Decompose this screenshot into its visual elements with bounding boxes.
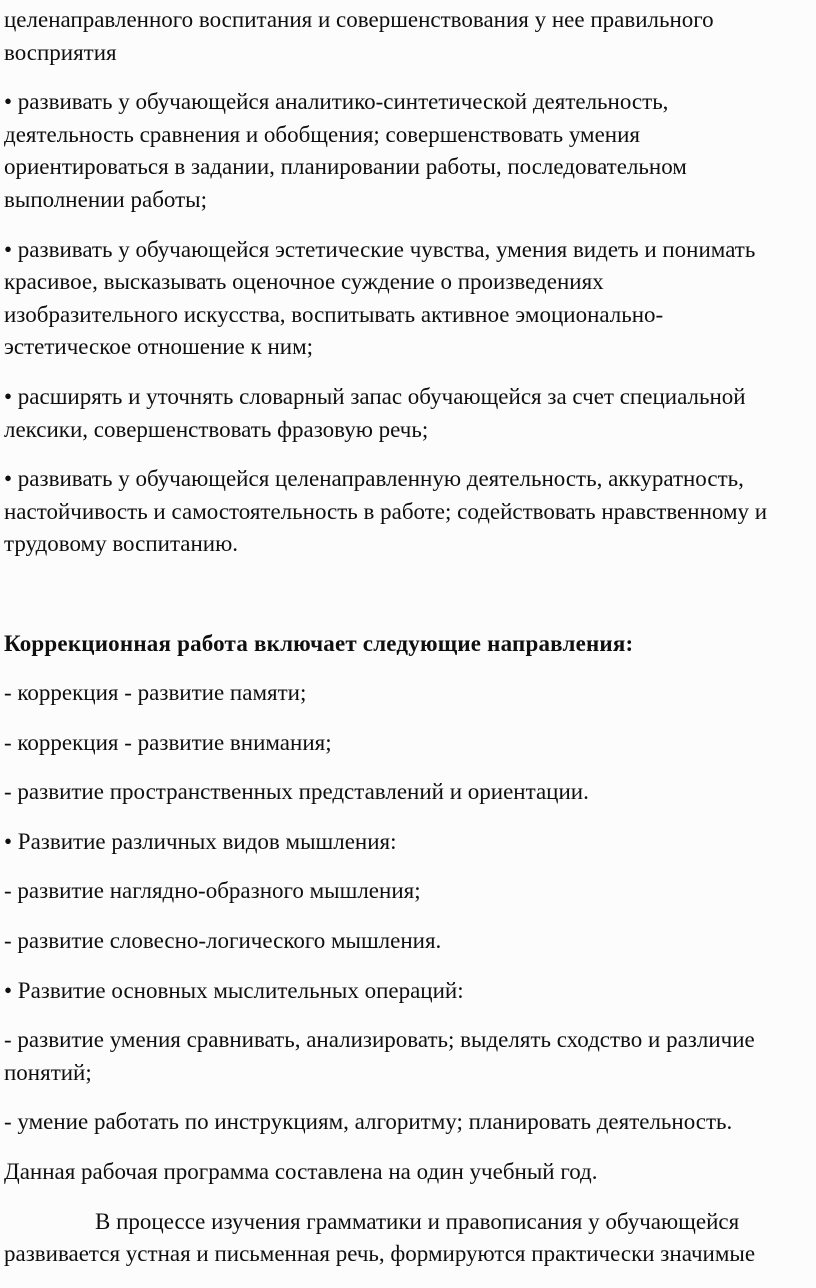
paragraph	[4, 1156, 812, 1189]
bullet-item	[4, 463, 812, 561]
text-line: трудовому воспитанию.	[4, 531, 239, 557]
bullet-item	[4, 975, 812, 1008]
text-line: деятельность сравнения и обобщения; совершенствовать умения	[4, 121, 641, 147]
blank-line	[4, 578, 812, 611]
text-line: - умение работать по инструкциям, алгоритму; планировать деятельность.	[4, 1109, 733, 1135]
bullet-item	[4, 86, 812, 216]
text-line: восприятия	[4, 39, 117, 65]
dash-item	[4, 1024, 812, 1089]
text-line: изобразительного искусства, воспитывать активное эмоционально-	[4, 301, 664, 327]
text-line: • расширять и уточнять словарный запас обучающейся за счет специальной	[4, 383, 746, 409]
text-line: настойчивость и самостоятельность в работе; содействовать нравственному и	[4, 498, 768, 524]
text-line: • Развитие основных мыслительных операций:	[4, 977, 464, 1003]
text-line: понятий;	[4, 1059, 92, 1085]
text-line: - коррекция - развитие внимания;	[4, 729, 332, 755]
bullet-item	[4, 234, 812, 364]
dash-item	[4, 677, 812, 710]
text-line: лексики, совершенствовать фразовую речь;	[4, 416, 429, 442]
text-line: ориентироваться в задании, планировании работы, последовательном	[4, 154, 687, 180]
text-line: - развитие умения сравнивать, анализировать; выделять сходство и различие	[4, 1027, 755, 1053]
paragraph-continuation	[4, 4, 812, 69]
text-line: развивается устная и письменная речь, формируются практически значимые	[4, 1241, 756, 1267]
text-line: - развитие наглядно-образного мышления;	[4, 878, 421, 904]
bullet-item	[4, 826, 812, 859]
text-line: красивое, высказывать оценочное суждение о произведениях	[4, 269, 604, 295]
dash-item	[4, 875, 812, 908]
text-line: выполнении работы;	[4, 186, 207, 212]
text-line: целенаправленного воспитания и совершенствования у нее правильного	[4, 7, 714, 32]
dash-item	[4, 727, 812, 760]
text-line: • развивать у обучающейся эстетические чувства, умения видеть и понимать	[4, 236, 756, 262]
text-line: • развивать у обучающейся аналитико-синтетической деятельность,	[4, 89, 669, 115]
text-line: • Развитие различных видов мышления:	[4, 828, 397, 854]
dash-item	[4, 1106, 812, 1139]
paragraph-indented	[4, 1206, 812, 1271]
text-line: Данная рабочая программа составлена на один учебный год.	[4, 1159, 598, 1185]
text-line: - коррекция - развитие памяти;	[4, 680, 307, 706]
text-line: • развивать у обучающейся целенаправленную деятельность, аккуратность,	[4, 466, 744, 492]
text-line: В процессе изучения грамматики и правописания у обучающейся	[95, 1208, 740, 1234]
text-line: - развитие словесно-логического мышления.	[4, 928, 442, 954]
text-line: - развитие пространственных представлений и ориентации.	[4, 779, 589, 805]
heading-text: Коррекционная работа включает следующие направления:	[4, 630, 634, 656]
bullet-item	[4, 381, 812, 446]
dash-item	[4, 925, 812, 958]
dash-item	[4, 776, 812, 809]
section-heading	[4, 628, 812, 661]
text-line: эстетическое отношение к ним;	[4, 334, 314, 360]
